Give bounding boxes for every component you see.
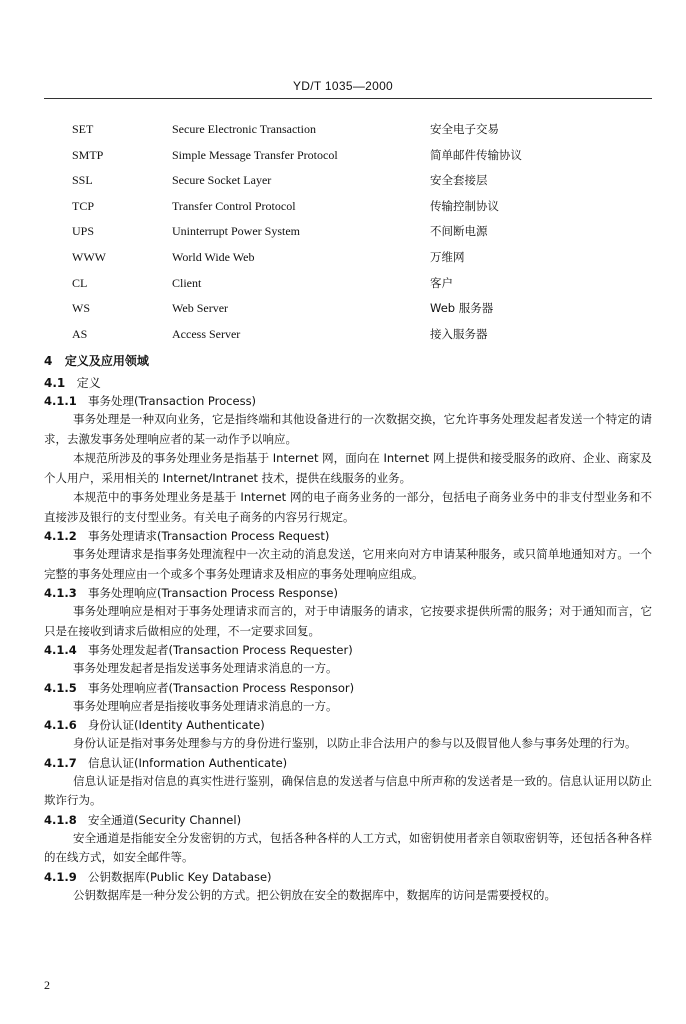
abbreviation-code: AS xyxy=(72,326,88,341)
definition-heading xyxy=(44,392,652,410)
definition-paragraph: 安全通道是指能安全分发密钥的方式，包括各种各样的人工方式，如密钥使用者亲自领取密钥等，还包括各种各样的在线方式，如安全邮件等。 xyxy=(44,830,652,864)
abbreviation-code: WWW xyxy=(72,249,106,264)
abbreviation-chinese: 传输控制协议 xyxy=(430,198,499,213)
abbreviation-row xyxy=(0,249,686,275)
definition-title: 事务处理响应者(Transaction Process Responsor) xyxy=(88,680,355,695)
definition-title: 事务处理请求(Transaction Process Request) xyxy=(88,529,330,543)
abbreviation-code: CL xyxy=(72,275,88,290)
abbreviation-english: Transfer Control Protocol xyxy=(172,198,296,213)
definition-number: 4.1.5 xyxy=(44,680,77,695)
definition-item xyxy=(44,527,652,584)
definition-item xyxy=(44,679,652,717)
definition-item xyxy=(44,868,652,906)
definition-number: 4.1.2 xyxy=(44,529,77,543)
definition-title: 公钥数据库(Public Key Database) xyxy=(88,869,272,884)
definition-number: 4.1.3 xyxy=(44,586,77,600)
abbreviation-chinese: 简单邮件传输协议 xyxy=(430,147,522,162)
definition-paragraph: 信息认证是指对信息的真实性进行鉴别，确保信息的发送者与信息中所声称的发送者是一致的。信息认证用以防止欺诈行为。 xyxy=(44,773,652,807)
abbreviation-row xyxy=(0,147,686,173)
abbreviation-chinese: 接入服务器 xyxy=(430,326,488,341)
definition-heading xyxy=(44,641,652,659)
abbreviation-row xyxy=(0,300,686,326)
definition-item xyxy=(44,811,652,868)
definition-heading xyxy=(44,754,652,772)
definition-paragraph: 事务处理响应是相对于事务处理请求而言的，对于申请服务的请求，它按要求提供所需的服务；对于通知而言，它只是在接收到请求后做相应的处理，不一定要求回复。 xyxy=(44,604,652,638)
abbreviation-english: Secure Socket Layer xyxy=(172,173,272,188)
definition-heading xyxy=(44,716,652,734)
definition-paragraph: 本规范所涉及的事务处理业务是指基于 Internet 网，面向在 Internet 网上提供和接受服务的政府、企业、商家及个人用户，采用相关的 Internet/Intranet 技术，提供在线服务的业务。 xyxy=(44,451,652,485)
definition-title: 事务处理(Transaction Process) xyxy=(88,394,257,408)
abbreviation-chinese: 万维网 xyxy=(430,249,465,264)
abbreviation-chinese: Web 服务器 xyxy=(430,301,494,316)
subsection-title: 定义 xyxy=(76,376,101,390)
definition-item xyxy=(44,754,652,811)
definition-heading xyxy=(44,679,652,697)
abbreviation-code: SET xyxy=(72,122,94,136)
definition-number: 4.1.1 xyxy=(44,394,77,408)
abbreviation-english: World Wide Web xyxy=(172,249,255,264)
definition-paragraph: 事务处理发起者是指发送事务处理请求消息的一方。 xyxy=(73,661,338,675)
definition-number: 4.1.6 xyxy=(44,718,77,732)
abbreviation-english: Access Server xyxy=(172,326,241,341)
abbreviation-english: Simple Message Transfer Protocol xyxy=(172,147,338,162)
abbreviation-table xyxy=(0,121,686,351)
abbreviation-row xyxy=(0,326,686,352)
standard-header: YD/T 1035—2000 xyxy=(292,79,394,93)
abbreviation-english: Client xyxy=(172,275,202,290)
definition-paragraph: 事务处理是一种双向业务，它是指终端和其他设备进行的一次数据交换，它允许事务处理发起者发送一个特定的请求，去激发事务处理响应者的某一动作予以响应。 xyxy=(44,412,652,446)
abbreviation-row xyxy=(0,198,686,224)
definition-number: 4.1.8 xyxy=(44,812,77,827)
definition-title: 事务处理响应(Transaction Process Response) xyxy=(88,586,338,600)
header-rule xyxy=(44,98,652,99)
abbreviation-chinese: 不间断电源 xyxy=(430,224,488,239)
definition-heading xyxy=(44,811,652,829)
page-number: 2 xyxy=(44,978,50,992)
definitions-list xyxy=(44,392,652,905)
definition-paragraph: 本规范中的事务处理业务是基于 Internet 网的电子商务业务的一部分，包括电子商务业务中的非支付型业务和不直接涉及银行的支付型业务。有关电子商务的内容另行规定。 xyxy=(44,490,652,524)
definition-title: 信息认证(Information Authenticate) xyxy=(88,755,288,770)
definition-paragraph: 身份认证是指对事务处理参与方的身份进行鉴别，以防止非合法用户的参与以及假冒他人参与事务处理的行为。 xyxy=(73,736,637,750)
abbreviation-english: Secure Electronic Transaction xyxy=(172,122,316,136)
section-heading xyxy=(44,352,652,370)
abbreviation-code: WS xyxy=(72,301,90,316)
subsection-number: 4.1 xyxy=(44,376,66,390)
abbreviation-english: Web Server xyxy=(172,301,229,316)
section-title: 定义及应用领域 xyxy=(64,354,149,368)
definition-heading xyxy=(44,584,652,602)
abbreviation-chinese: 安全套接层 xyxy=(430,173,488,188)
definition-item xyxy=(44,716,652,754)
abbreviation-chinese: 安全电子交易 xyxy=(430,122,499,136)
abbreviation-code: SMTP xyxy=(72,147,104,162)
main-content xyxy=(44,352,652,905)
definition-heading xyxy=(44,868,652,886)
abbreviation-row xyxy=(0,121,686,147)
abbreviation-chinese: 客户 xyxy=(430,275,453,290)
definition-title: 安全通道(Security Channel) xyxy=(88,812,242,827)
abbreviation-row xyxy=(0,172,686,198)
definition-item xyxy=(44,641,652,679)
definition-number: 4.1.4 xyxy=(44,643,77,657)
abbreviation-row xyxy=(0,223,686,249)
definition-item xyxy=(44,584,652,641)
subsection-heading xyxy=(44,374,652,392)
definition-title: 身份认证(Identity Authenticate) xyxy=(88,718,265,732)
definition-paragraph: 事务处理请求是指事务处理流程中一次主动的消息发送，它用来向对方申请某种服务，或只简单地通知对方。一个完整的事务处理应由一个或多个事务处理请求及相应的事务处理响应组成。 xyxy=(44,547,652,581)
section-number: 4 xyxy=(44,354,53,368)
abbreviation-english: Uninterrupt Power System xyxy=(172,224,300,239)
abbreviation-code: TCP xyxy=(72,198,95,213)
definition-paragraph: 事务处理响应者是指接收事务处理请求消息的一方。 xyxy=(73,698,338,713)
definition-title: 事务处理发起者(Transaction Process Requester) xyxy=(88,643,353,657)
abbreviation-code: UPS xyxy=(72,224,95,239)
definition-paragraph: 公钥数据库是一种分发公钥的方式。把公钥放在安全的数据库中，数据库的访问是需要授权的。 xyxy=(73,887,556,902)
definition-number: 4.1.7 xyxy=(44,755,77,770)
abbreviation-row xyxy=(0,275,686,301)
definition-number: 4.1.9 xyxy=(44,869,77,884)
definition-heading xyxy=(44,527,652,545)
definition-item xyxy=(44,392,652,527)
abbreviation-code: SSL xyxy=(72,173,93,188)
